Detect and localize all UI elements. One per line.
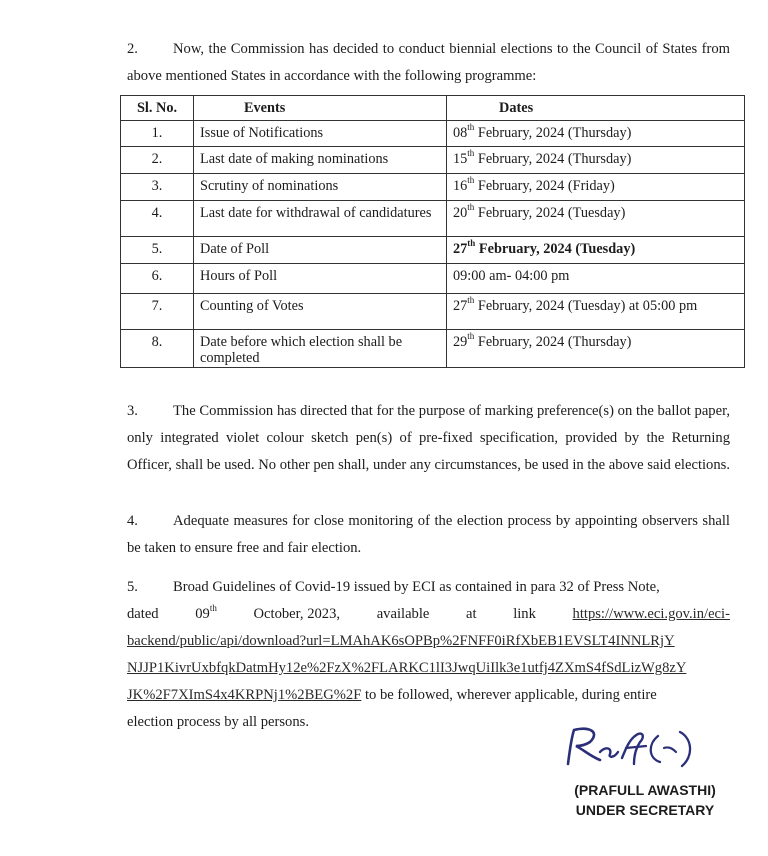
- paragraph-number: 2.: [127, 41, 138, 57]
- signatory-block: [560, 780, 730, 820]
- date-suffix: th: [467, 175, 475, 186]
- table-row: [121, 264, 745, 294]
- cell-event: Last date of making nominations: [194, 147, 447, 174]
- paragraph-number: 4.: [127, 513, 138, 529]
- date-suffix: th: [467, 238, 476, 249]
- table-row: [121, 237, 745, 264]
- date-suffix: th: [467, 148, 475, 159]
- paragraph-text: to be followed, wherever applicable, during entire: [361, 687, 657, 703]
- download-link-part2[interactable]: backend/public/api/download?url=LMAhAK6sOPBp%2FNFF0iRfXbEB1EVSLT4INNLRjY: [127, 633, 675, 649]
- date-day: 15: [453, 151, 468, 167]
- paragraph-text: Now, the Commission has decided to conduct biennial elections to the Council of States from above mentioned States in accordance with the following programme:: [127, 41, 730, 84]
- paragraph-2: [127, 36, 730, 90]
- date-day: 08: [453, 125, 468, 141]
- date-day: 09:00 am- 04:00 pm: [453, 268, 570, 284]
- date-day: 29: [453, 334, 468, 350]
- paragraph-number: 3.: [127, 403, 138, 419]
- date-day: 20: [453, 205, 468, 221]
- word-at: at: [466, 606, 477, 622]
- paragraph-line: [127, 682, 730, 709]
- day-suffix: th: [209, 603, 217, 614]
- table-header-row: [121, 96, 745, 121]
- cell-date: [447, 147, 745, 174]
- cell-sl-no: 1.: [121, 121, 194, 147]
- header-dates: Dates: [447, 96, 745, 121]
- paragraph-5: [127, 574, 730, 736]
- word-dated: dated: [127, 606, 159, 622]
- signatory-name: (PRAFULL AWASTHI): [574, 782, 716, 798]
- header-sl-no: Sl. No.: [121, 96, 194, 121]
- table-body: [121, 121, 745, 368]
- date-suffix: th: [467, 331, 475, 342]
- download-link-part3[interactable]: NJJP1KivrUxbfqkDatmHy12e%2FzX%2FLARKC1lI3JwqUiIlk3e1utfj4ZXmS4fSdLizWg8zY: [127, 660, 687, 676]
- date-rest: February, 2024 (Friday): [474, 178, 615, 194]
- paragraph-line: [127, 574, 730, 601]
- date-day: 16: [453, 178, 468, 194]
- date-day: [195, 601, 217, 628]
- cell-sl-no: 6.: [121, 264, 194, 294]
- header-events: Events: [194, 96, 447, 121]
- cell-sl-no: 5.: [121, 237, 194, 264]
- paragraph-text: election process by all persons.: [127, 714, 309, 730]
- word-link: link: [513, 606, 536, 622]
- cell-event: Scrutiny of nominations: [194, 174, 447, 201]
- cell-date: [447, 264, 745, 294]
- cell-event: Date of Poll: [194, 237, 447, 264]
- paragraph-text: Broad Guidelines of Covid-19 issued by ECI as contained in para 32 of Press Note,: [173, 579, 660, 595]
- table-row: [121, 201, 745, 237]
- cell-sl-no: 2.: [121, 147, 194, 174]
- cell-event: Counting of Votes: [194, 294, 447, 330]
- date-suffix: th: [467, 202, 475, 213]
- paragraph-text: The Commission has directed that for the purpose of marking preference(s) on the ballot paper, only integrated violet colour sketch pen(s) of pre-fixed specification, provided by the Returning Officer, shall be used. No other pen shall, under any circumstances, be used in the above said elections.: [127, 403, 730, 473]
- table-row: [121, 147, 745, 174]
- table-row: [121, 174, 745, 201]
- date-day: 27: [453, 298, 468, 314]
- word-available: available: [376, 606, 430, 622]
- paragraph-text: Adequate measures for close monitoring of the election process by appointing observers shall be taken to ensure free and fair election.: [127, 513, 730, 556]
- cell-event: Date before which election shall be completed: [194, 330, 447, 368]
- month-year: October, 2023,: [253, 606, 341, 622]
- cell-event: Last date for withdrawal of candidatures: [194, 201, 447, 237]
- paragraph-3: [127, 398, 730, 479]
- table-row: [121, 330, 745, 368]
- cell-sl-no: 8.: [121, 330, 194, 368]
- download-link-part4[interactable]: JK%2F7XImS4x4KRPNj1%2BEG%2F: [127, 687, 362, 703]
- cell-date: [447, 201, 745, 237]
- date-rest: February, 2024 (Tuesday) at 05:00 pm: [474, 298, 698, 314]
- cell-date: [447, 121, 745, 147]
- cell-date: [447, 237, 745, 264]
- date-rest: February, 2024 (Thursday): [474, 151, 632, 167]
- cell-event: Hours of Poll: [194, 264, 447, 294]
- download-link-part1[interactable]: https://www.eci.gov.in/eci-: [572, 606, 730, 622]
- cell-sl-no: 3.: [121, 174, 194, 201]
- signatory-designation: UNDER SECRETARY: [575, 802, 715, 818]
- cell-event: Issue of Notifications: [194, 121, 447, 147]
- date-day: 27: [453, 241, 468, 257]
- paragraph-line: [127, 628, 730, 655]
- handwritten-signature: [560, 718, 710, 778]
- election-programme-table: [120, 95, 745, 368]
- cell-date: [447, 294, 745, 330]
- cell-date: [447, 330, 745, 368]
- paragraph-number: 5.: [127, 579, 138, 595]
- paragraph-4: [127, 508, 730, 562]
- date-rest: February, 2024 (Tuesday): [474, 205, 626, 221]
- date-rest: February, 2024 (Thursday): [474, 125, 632, 141]
- date-rest: February, 2024 (Tuesday): [475, 241, 636, 257]
- table-row: [121, 294, 745, 330]
- day-number: 09: [195, 606, 210, 622]
- table-row: [121, 121, 745, 147]
- paragraph-line: [127, 655, 730, 682]
- paragraph-line: [127, 601, 730, 628]
- cell-sl-no: 7.: [121, 294, 194, 330]
- cell-sl-no: 4.: [121, 201, 194, 237]
- date-rest: February, 2024 (Thursday): [474, 334, 632, 350]
- cell-date: [447, 174, 745, 201]
- date-suffix: th: [467, 295, 475, 306]
- date-suffix: th: [467, 122, 475, 133]
